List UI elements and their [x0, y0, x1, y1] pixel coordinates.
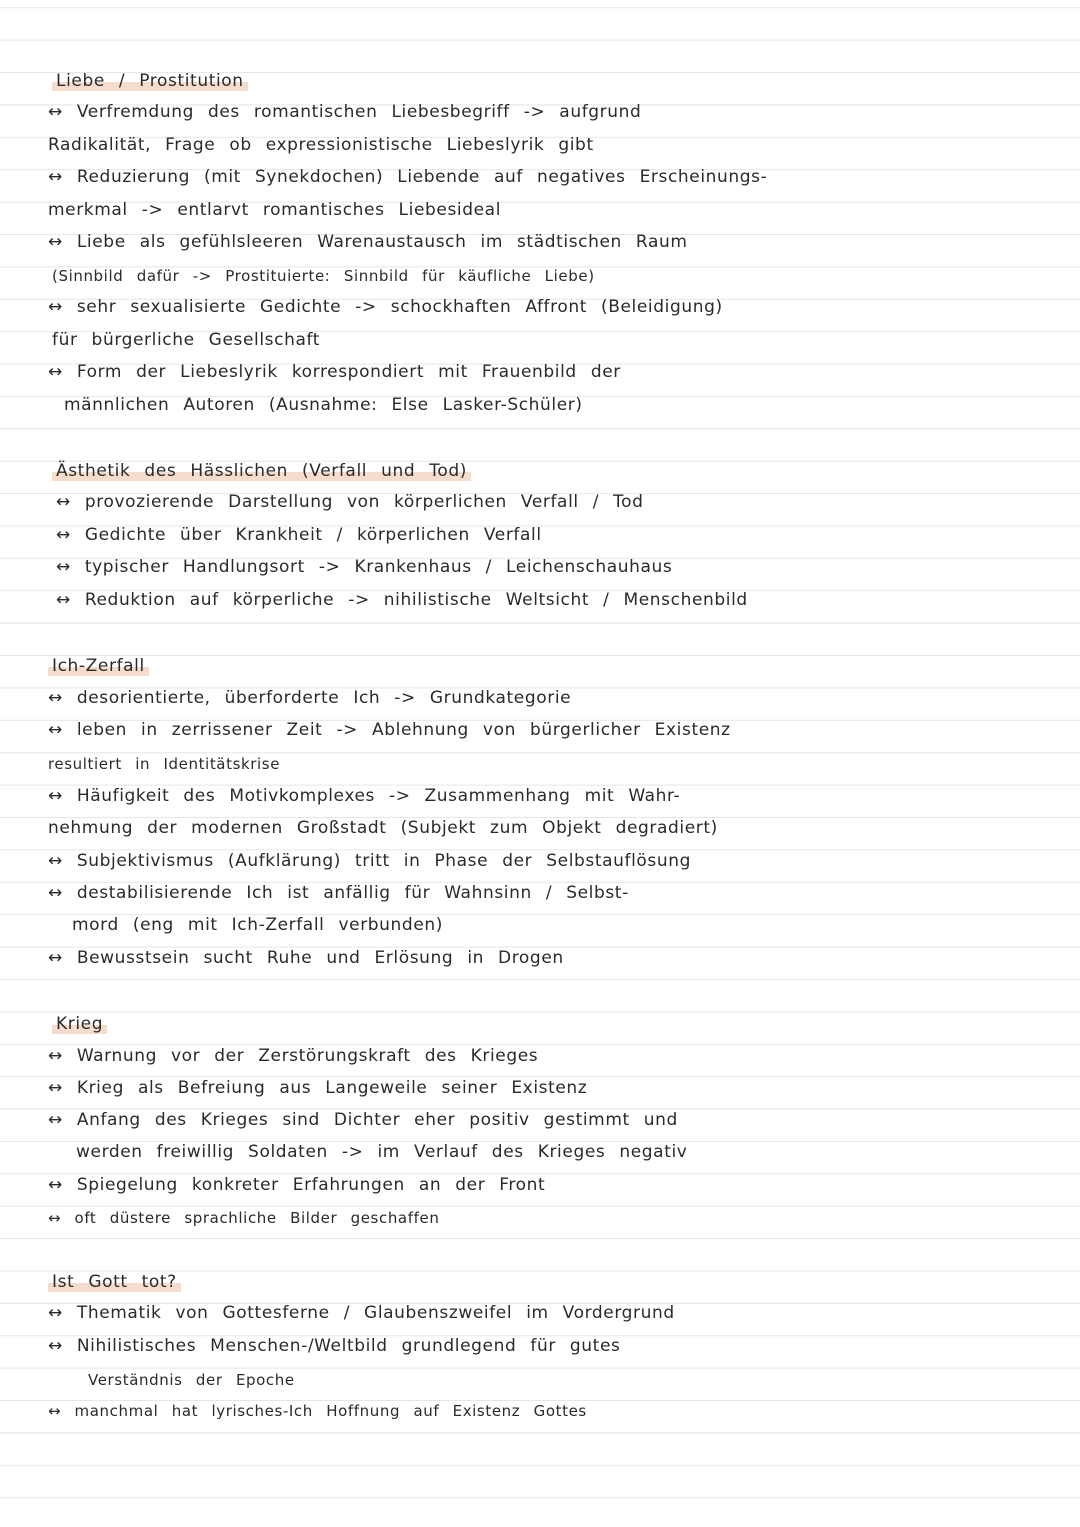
note-line: für bürgerliche Gesellschaft — [52, 330, 321, 350]
note-line: männlichen Autoren (Ausnahme: Else Lasker-Schüler) — [64, 395, 583, 415]
note-line: resultiert in Identitätskrise — [48, 755, 281, 773]
note-line: ↔ Krieg als Befreiung aus Langeweile seiner Existenz — [48, 1078, 588, 1098]
note-line: Radikalität, Frage ob expressionistische Liebeslyrik gibt — [48, 135, 594, 155]
note-line: ↔ typischer Handlungsort -> Krankenhaus / Leichenschauhaus — [56, 557, 673, 577]
section-heading-gott: Ist Gott tot? — [48, 1271, 181, 1293]
note-line: ↔ manchmal hat lyrisches-Ich Hoffnung auf Existenz Gottes — [48, 1402, 587, 1420]
note-line: ↔ Nihilistisches Menschen-/Weltbild grundlegend für gutes — [48, 1336, 621, 1356]
note-line: ↔ Warnung vor der Zerstörungskraft des Krieges — [48, 1046, 539, 1066]
section-heading-krieg: Krieg — [52, 1013, 107, 1035]
note-line: mord (eng mit Ich-Zerfall verbunden) — [72, 915, 443, 935]
note-line: ↔ Häufigkeit des Motivkomplexes -> Zusammenhang mit Wahr- — [48, 786, 681, 806]
note-line: ↔ oft düstere sprachliche Bilder geschaffen — [48, 1209, 440, 1227]
note-line: ↔ provozierende Darstellung von körperlichen Verfall / Tod — [56, 492, 644, 512]
note-line: ↔ Form der Liebeslyrik korrespondiert mit Frauenbild der — [48, 362, 621, 382]
note-line: ↔ desorientierte, überforderte Ich -> Grundkategorie — [48, 688, 572, 708]
note-line: ↔ sehr sexualisierte Gedichte -> schockhaften Affront (Beleidigung) — [48, 297, 723, 317]
note-line: werden freiwillig Soldaten -> im Verlauf des Krieges negativ — [76, 1142, 688, 1162]
note-line: ↔ Spiegelung konkreter Erfahrungen an der Front — [48, 1175, 546, 1195]
note-line: (Sinnbild dafür -> Prostituierte: Sinnbild für käufliche Liebe) — [52, 267, 595, 285]
note-line: ↔ leben in zerrissener Zeit -> Ablehnung von bürgerlicher Existenz — [48, 720, 731, 740]
note-line: ↔ Anfang des Krieges sind Dichter eher positiv gestimmt und — [48, 1110, 678, 1130]
note-line: Verständnis der Epoche — [88, 1371, 295, 1389]
note-line: ↔ Bewusstsein sucht Ruhe und Erlösung in Drogen — [48, 948, 564, 968]
section-heading-liebe: Liebe / Prostitution — [52, 70, 248, 92]
note-line: ↔ Verfremdung des romantischen Liebesbegriff -> aufgrund — [48, 102, 642, 122]
note-line: ↔ Reduzierung (mit Synekdochen) Liebende auf negatives Erscheinungs- — [48, 167, 768, 187]
note-line: ↔ destabilisierende Ich ist anfällig für Wahnsinn / Selbst- — [48, 883, 629, 903]
section-heading-aesthetik: Ästhetik des Hässlichen (Verfall und Tod) — [52, 460, 471, 482]
note-line: nehmung der modernen Großstadt (Subjekt zum Objekt degradiert) — [48, 818, 718, 838]
note-line: ↔ Subjektivismus (Aufklärung) tritt in Phase der Selbstauflösung — [48, 851, 692, 871]
note-line: ↔ Gedichte über Krankheit / körperlichen Verfall — [56, 525, 542, 545]
note-line: ↔ Reduktion auf körperliche -> nihilistische Weltsicht / Menschenbild — [56, 590, 748, 610]
section-heading-ich-zerfall: Ich-Zerfall — [48, 655, 149, 677]
note-line: ↔ Liebe als gefühlsleeren Warenaustausch im städtischen Raum — [48, 232, 688, 252]
note-line: ↔ Thematik von Gottesferne / Glaubenszweifel im Vordergrund — [48, 1303, 675, 1323]
note-line: merkmal -> entlarvt romantisches Liebesideal — [48, 200, 502, 220]
